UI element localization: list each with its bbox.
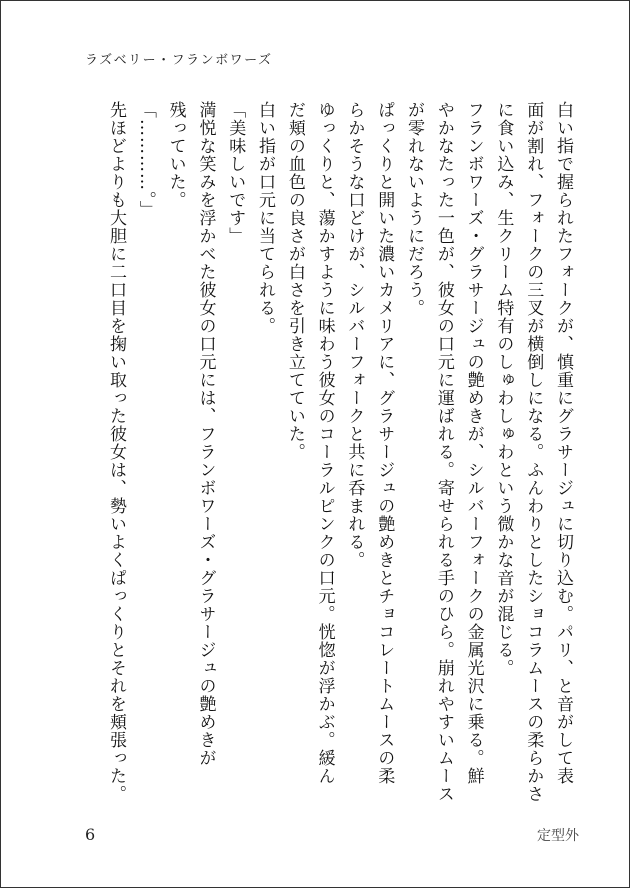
text-line: ゆっくりと、蕩かすように味わう彼女のコーラルピンクの口元。恍惚が浮かぶ。緩ん [314,101,335,785]
text-line: らかそうな口どけが、シルバーフォークと共に呑まれる。 [344,101,365,569]
running-title: ラズベリー・フランボワーズ [85,53,273,68]
page-number: 6 [85,825,96,844]
footer-label: 定型外 [537,828,579,844]
text-line: ぱっくりと開いた濃いカメリアに、グラサージュの艶めきとチョコレートムースの柔 [374,101,395,785]
text-line: が零れないようにだろう。 [404,101,425,317]
text-line: だ頬の血色の良さが白さを引き立てていた。 [284,101,305,461]
dialogue-line: 「美味しいです」 [225,101,246,245]
dialogue-line: 「…………。」 [135,101,156,219]
text-line: 先ほどよりも大胆に二口目を掬い取った彼女は、勢いよくぱっくりとそれを頬張った。 [106,101,127,803]
text-line: に食い込み、生クリーム特有のしゅわしゅわという微かな音が混じる。 [493,101,514,677]
text-line: やかなたった一色が、彼女の口元に運ばれる。寄せられる手のひら。崩れやすいムース [433,101,454,803]
text-line: 残っていた。 [165,101,186,209]
vertical-body-text [100,101,577,826]
text-line: フランボワーズ・グラサージュの艶めきが、シルバーフォークの金属光沢に乗る。鮮 [463,101,484,785]
text-line: 白い指が口元に当てられる。 [255,101,276,335]
text-line: 満悦な笑みを浮かべた彼女の口元には、フランボワーズ・グラサージュの艶めきが [195,101,216,767]
text-line: 白い指で握られたフォークが、慎重にグラサージュに切り込む。パリ、と音がして表 [553,101,573,785]
text-line: 面が割れ、フォークの三叉が横倒しになる。ふんわりとしたショコラムースの柔らかさ [523,101,544,803]
